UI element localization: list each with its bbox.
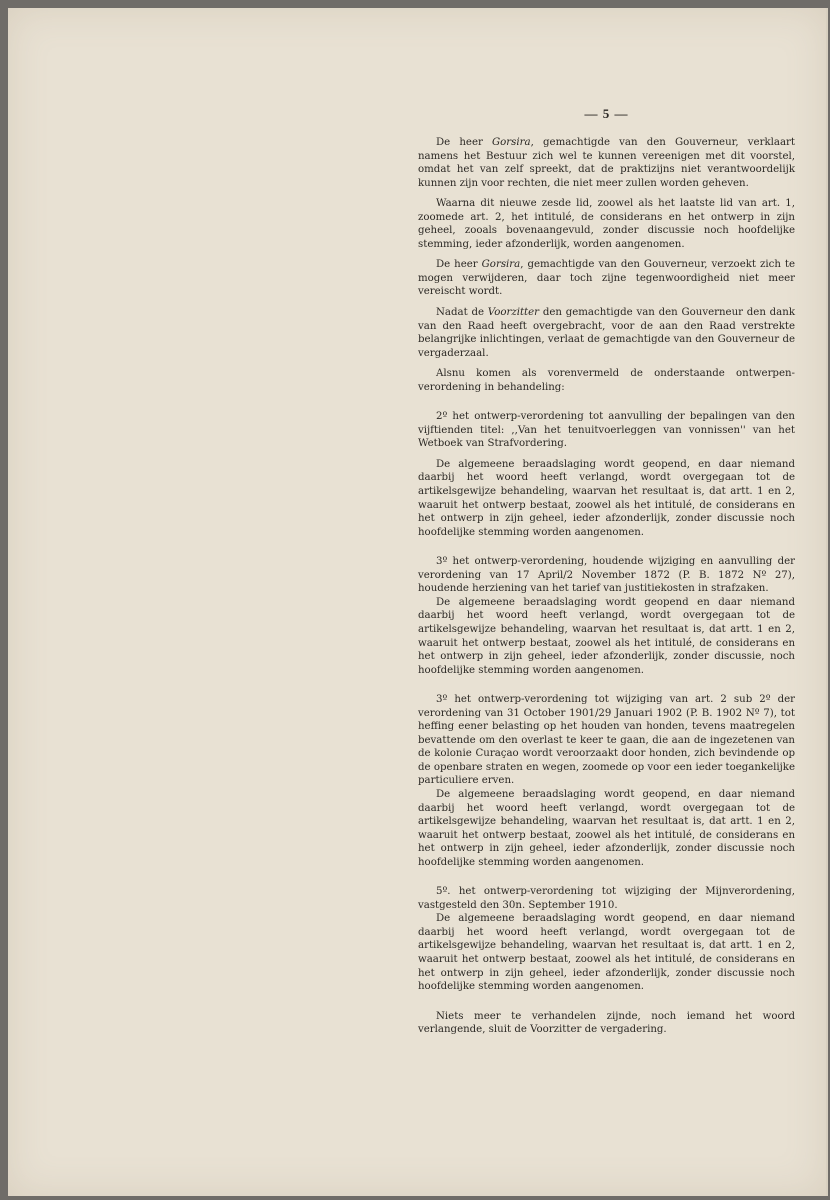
paragraph — [418, 306, 795, 360]
speaker-name: Voorzitter — [487, 307, 540, 319]
paragraph-text: , gemachtigde van den Gouverneur, verklaart namens het Bestuur zich wel te kunnen vereenigen met dit voorstel, omdat het van zelf spreekt, dat de praktizijns niet verantwoordelijk kunnen zijn voor rechten, die niet meer zullen worden geheven. — [418, 137, 795, 189]
paragraph: De algemeene beraadslaging wordt geopend, en daar niemand daarbij het woord heeft verlangd, wordt overgegaan tot de artikelsgewijze behandeling, waarvan het resultaat is, dat artt. 1 en 2, waaruit het ontwerp bestaat, zoowel als het intitulé, de considerans en het ontwerp in zijn geheel, ieder afzonderlijk, zonder discussie noch hoofdelijke stemming worden aangenomen. — [418, 458, 795, 538]
speaker-name: Gorsira — [492, 137, 531, 148]
paragraph: De algemeene beraadslaging wordt geopend, en daar niemand daarbij het woord heeft verlangd, wordt overgegaan tot de artikelsgewijze behandeling, waarvan het resultaat is, dat artt. 1 en 2, waaruit het ontwerp bestaat, zoowel als het intitulé, de considerans en het ontwerp in zijn geheel, ieder afzonderlijk, zonder discussie noch hoofdelijke stemming worden aangenomen. — [418, 788, 795, 868]
paragraph: Waarna dit nieuwe zesde lid, zoowel als het laatste lid van art. 1, zoomede art. 2, het intitulé, de considerans en het ontwerp in zijn geheel, zooals bovenaangevuld, zonder discussie noch hoofdelijke stemming, ieder afzonderlijk, worden aangenomen. — [418, 198, 795, 250]
text-column — [418, 106, 795, 1037]
paragraph: De algemeene beraadslaging wordt geopend, en daar niemand daarbij het woord heeft verlangd, wordt overgegaan tot de artikelsgewijze behandeling, waarvan het resultaat is, dat artt. 1 en 2, waaruit het ontwerp bestaat, zoowel als het intitulé, de considerans en het ontwerp in zijn geheel, ieder afzonderlijk, zonder discussie noch hoofdelijke stemming worden aangenomen. — [418, 913, 795, 993]
document-page — [8, 8, 828, 1196]
agenda-item-heading: 2º het ontwerp-verordening tot aanvulling der bepalingen van den vijftienden titel: ,,Van het tenuitvoerleggen van vonnissen'' van het Wetboek van Strafvordering. — [418, 411, 795, 450]
paragraph-text: De heer — [436, 137, 493, 148]
agenda-item-heading: 3º het ontwerp-verordening, houdende wijziging en aanvulling der verordening van 17 April/2 November 1872 (P. B. 1872 Nº 27), houdende herziening van het tarief van justitiekosten in strafzaken. — [418, 556, 795, 595]
speaker-name: Gorsira — [481, 259, 521, 271]
paragraph-text: , gemachtigde van den Gouverneur, verzoekt zich te mogen verwijderen, daar toch zijne tegenwoordigheid niet meer vereischt wordt. — [418, 259, 795, 298]
paragraph — [418, 136, 795, 190]
paragraph: De algemeene beraadslaging wordt geopend en daar niemand daarbij het woord heeft verlangd, wordt overgegaan tot de artikelsgewijze behandeling, waarvan het resultaat is, dat artt. 1 en 2, waaruit het ontwerp bestaat, zoowel als het intitulé, de considerans en het ontwerp in zijn geheel, ieder afzonderlijk, zonder discussie, noch hoofdelijke stemming worden aangenomen. — [418, 596, 795, 676]
paragraph-text: Nadat de — [436, 307, 488, 319]
paragraph-text: den gemachtigde van den Gouverneur den dank van den Raad heeft overgebracht, voor de aan den Raad verstrekte belangrijke inlichtingen, verlaat de gemachtigde van den Gouverneur de vergaderzaal. — [418, 307, 795, 359]
agenda-item-heading: 3º het ontwerp-verordening tot wijziging van art. 2 sub 2º der verordening van 31 October 1901/29 Januari 1902 (P. B. 1902 Nº 7), tot heffing eener belasting op het houden van honden, tevens maatregelen bevattende om den overlast te keer te gaan, die aan de ingezetenen van de kolonie Curaçao wordt veroorzaakt door honden, zich bevindende op de openbare straten en wegen, zoomede op voor een ieder toegankelijke particuliere erven. — [418, 694, 795, 787]
paragraph-text: De heer — [436, 259, 482, 271]
page-number: — 5 — — [584, 106, 629, 121]
agenda-item-heading: 5º. het ontwerp-verordening tot wijziging der Mijnverordening, vastgesteld den 30n. September 1910. — [418, 886, 795, 911]
closing-paragraph: Niets meer te verhandelen zijnde, noch iemand het woord verlangende, sluit de Voorzitter de vergadering. — [418, 1010, 795, 1036]
paragraph — [418, 258, 795, 299]
paragraph: Alsnu komen als vorenvermeld de onderstaande ontwerpen-verordening in behandeling: — [418, 368, 795, 393]
